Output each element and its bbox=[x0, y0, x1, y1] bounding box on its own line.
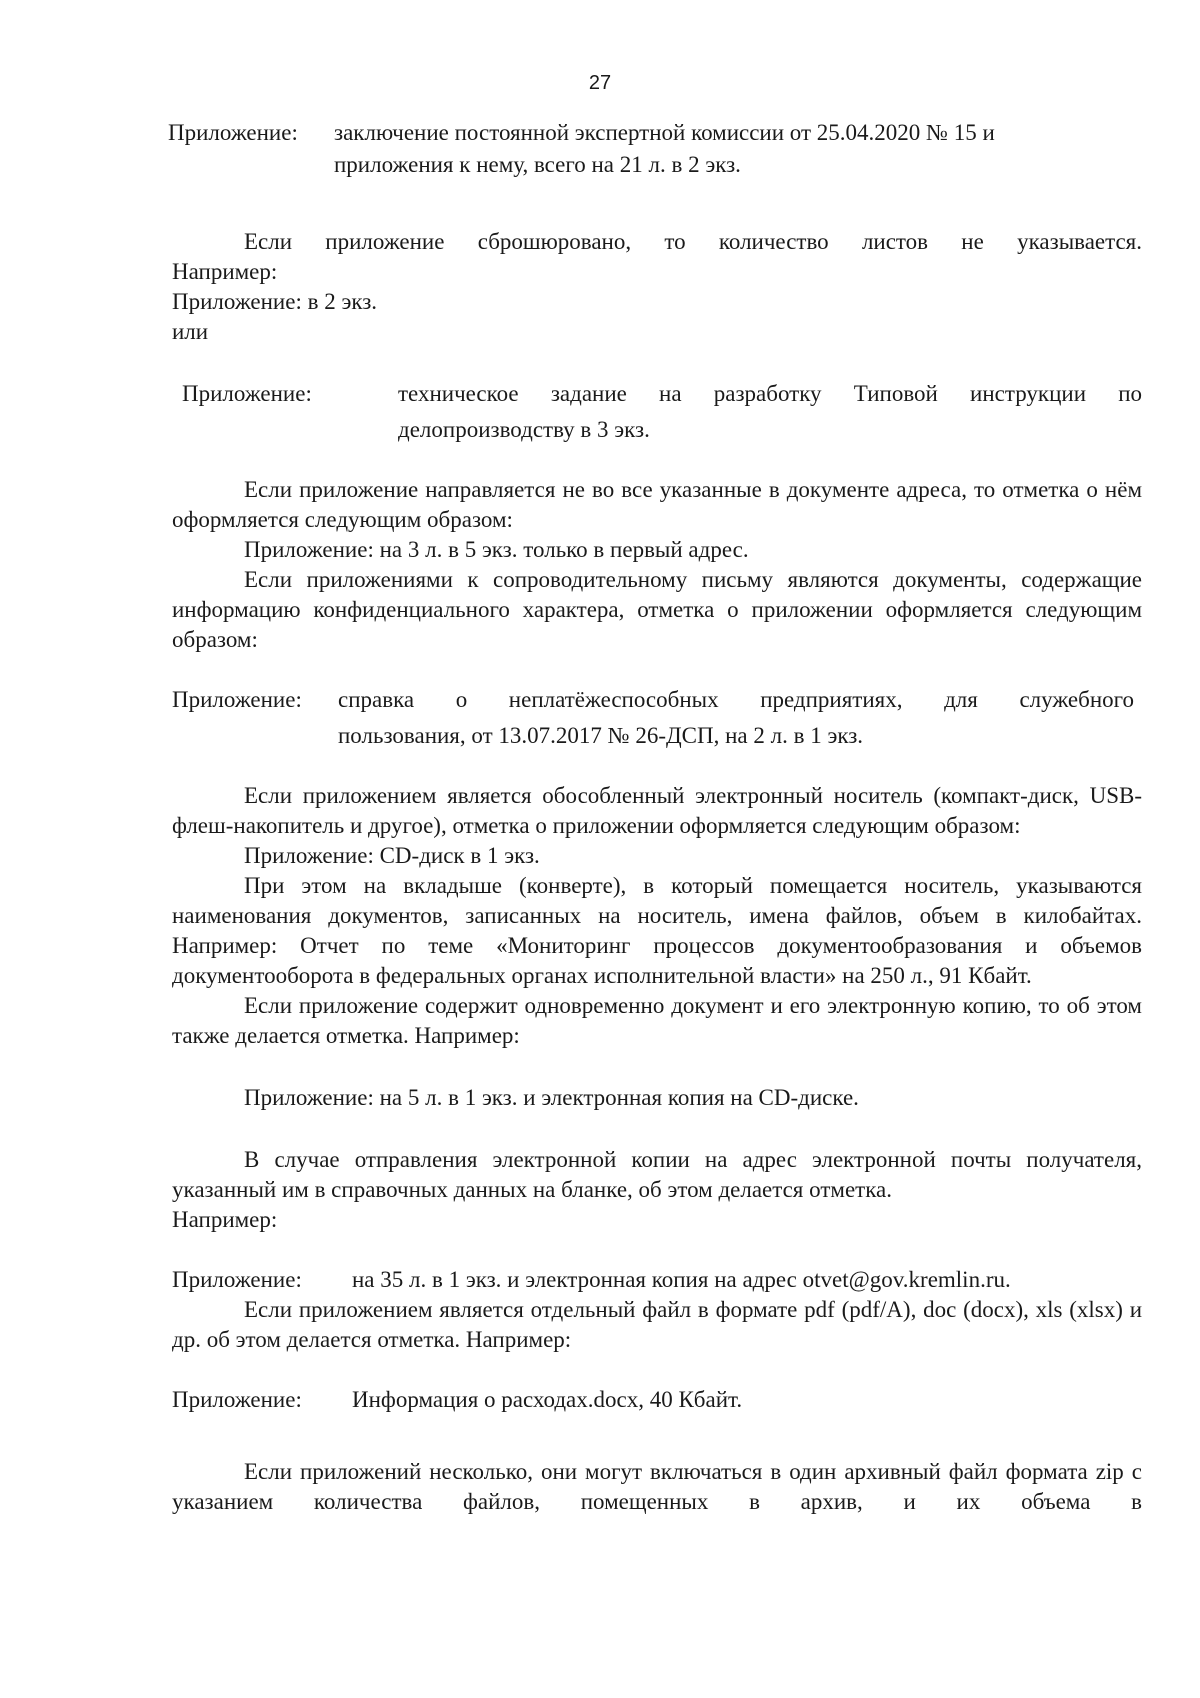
attachment-block-5 bbox=[172, 1385, 1142, 1415]
paragraph-electronic-copy: Если приложение содержит одновременно документ и его электронную копию, то об этом также делается отметка. Например: bbox=[172, 993, 1142, 1048]
document-body bbox=[168, 118, 1142, 1517]
paragraph-media: Если приложением является обособленный электронный носитель (компакт-диск, USB-флеш-накопитель и другое), отметка о приложении оформляется следующим образом: bbox=[172, 783, 1142, 838]
paragraph-not-all-addresses: Если приложение направляется не во все указанные в документе адреса, то отметка о нём оформляется следующим образом: bbox=[172, 477, 1142, 532]
attachment-text-line: приложения к нему, всего на 21 л. в 2 экз. bbox=[334, 152, 741, 177]
attachment-line: Приложение: на 5 л. в 1 экз. и электронная копия на CD-диске. bbox=[244, 1085, 859, 1110]
attachment-text-line: заключение постоянной экспертной комиссии от 25.04.2020 № 15 и bbox=[334, 120, 995, 145]
paragraph-file-format: Если приложением является отдельный файл в формате pdf (pdf/A), doc (docx), xls (xlsx) и др. об этом делается отметка. Например: bbox=[172, 1297, 1142, 1352]
paragraph-insert: При этом на вкладыше (конверте), в который помещается носитель, указываются наименования документов, записанных на носитель, имена файлов, объем в килобайтах. Например: Отчет по теме «Мониторинг процессов документообразования и объемов документооборота в федеральных органах исполнительной власти» на 250 л., 91 Кбайт. bbox=[172, 873, 1142, 988]
attachment-block-3 bbox=[172, 685, 1142, 751]
attachment-line: Приложение: в 2 экз. bbox=[172, 289, 378, 314]
attachment-text-line: техническое задание на разработку Типовой инструкции по bbox=[398, 381, 1142, 406]
attachment-text-line: Информация о расходах.docx, 40 Кбайт. bbox=[352, 1387, 743, 1412]
paragraph-zip: Если приложений несколько, они могут включаться в один архивный файл формата zip с указанием количества файлов, помещенных в архив, и их объема в bbox=[172, 1459, 1142, 1514]
example-word: Например: bbox=[172, 259, 278, 284]
paragraph-brochure: Если приложение сброшюровано, то количество листов не указывается. bbox=[244, 229, 1142, 254]
attachment-label: Приложение: bbox=[172, 1387, 302, 1412]
paragraph-confidential: Если приложениями к сопроводительному письму являются документы, содержащие информацию конфиденциального характера, отметка о приложении оформляется следующим образом: bbox=[172, 567, 1142, 652]
attachment-text-line: на 35 л. в 1 экз. и электронная копия на адрес otvet@gov.kremlin.ru. bbox=[352, 1267, 1011, 1292]
example-word: Например: bbox=[172, 1207, 278, 1232]
attachment-label: Приложение: bbox=[182, 381, 312, 406]
attachment-block-4 bbox=[172, 1265, 1142, 1295]
attachment-label: Приложение: bbox=[172, 687, 302, 712]
attachment-block-2 bbox=[182, 379, 1142, 445]
paragraph-email: В случае отправления электронной копии на адрес электронной почты получателя, указанный им в справочных данных на бланке, об этом делается отметка. bbox=[172, 1147, 1142, 1202]
attachment-line: Приложение: CD-диск в 1 экз. bbox=[244, 843, 540, 868]
or-word: или bbox=[172, 319, 209, 344]
attachment-text-line: делопроизводству в 3 экз. bbox=[398, 417, 650, 442]
attachment-line: Приложение: на 3 л. в 5 экз. только в первый адрес. bbox=[244, 537, 749, 562]
page-number: 27 bbox=[588, 72, 612, 94]
attachment-block-1 bbox=[168, 118, 1142, 180]
attachment-label: Приложение: bbox=[168, 120, 298, 145]
attachment-text-line: справка о неплатёжеспособных предприятиях, для служебного bbox=[338, 687, 1134, 712]
attachment-text-line: пользования, от 13.07.2017 № 26-ДСП, на 2 л. в 1 экз. bbox=[338, 723, 864, 748]
attachment-label: Приложение: bbox=[172, 1267, 302, 1292]
